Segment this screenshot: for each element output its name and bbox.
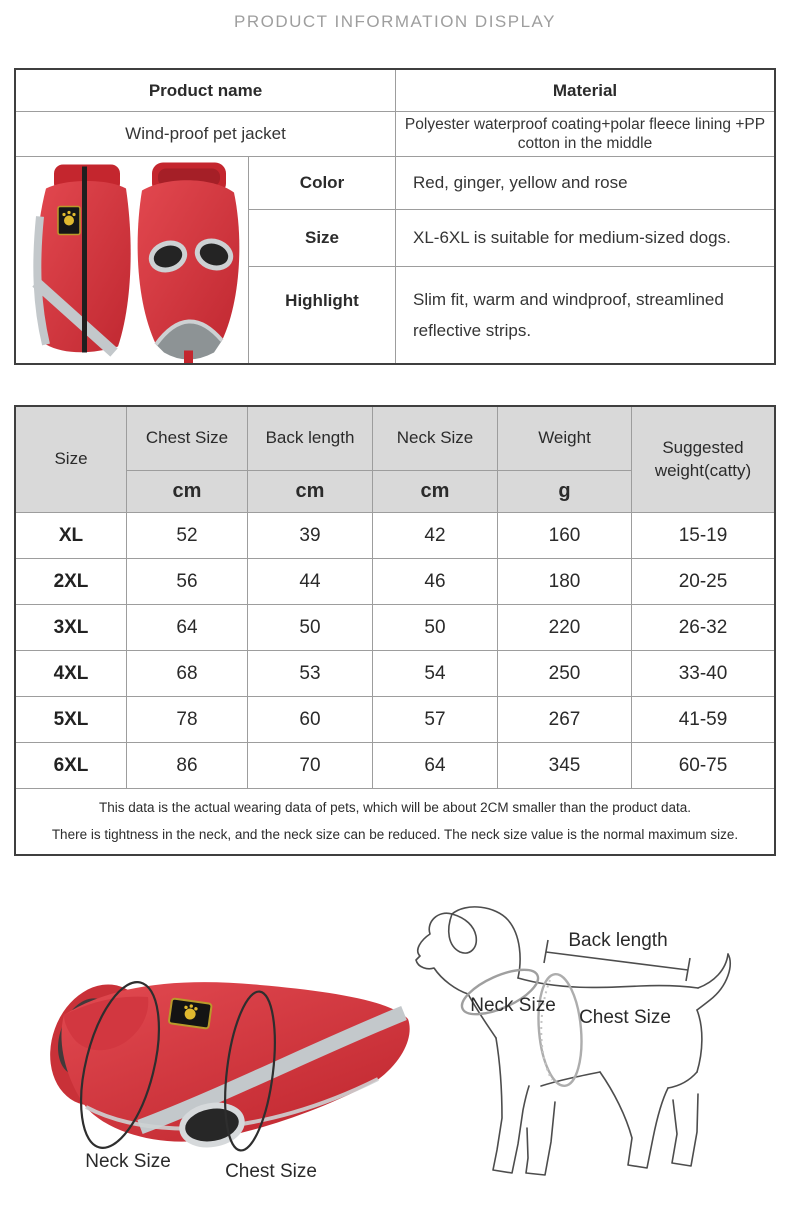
size-note-line-1: This data is the actual wearing data of pets, which will be about 2CM smaller than the product data. <box>98 800 692 816</box>
dog-measure-diagram <box>400 890 790 1217</box>
photo-chest-size-label: Chest Size <box>225 1161 317 1182</box>
photo-neck-size-label: Neck Size <box>85 1151 171 1172</box>
row-5xl-size: 5XL <box>16 697 126 742</box>
row-xl-size: XL <box>16 513 126 558</box>
column-header-size: Size <box>16 407 126 512</box>
size-chart-notes <box>16 789 774 854</box>
row-3xl-size: 3XL <box>16 605 126 650</box>
unit-weight-g: g <box>498 471 631 512</box>
row-4xl-neck: 54 <box>373 651 497 696</box>
row-4xl-weight: 250 <box>498 651 631 696</box>
unit-neck-cm: cm <box>373 471 497 512</box>
row-2xl-chest: 56 <box>127 559 247 604</box>
page-title: PRODUCT INFORMATION DISPLAY <box>234 12 556 31</box>
row-4xl-suggested: 33-40 <box>632 651 774 696</box>
unit-back-cm: cm <box>248 471 372 512</box>
pet-jacket-product-image <box>16 157 248 363</box>
row-3xl-neck: 50 <box>373 605 497 650</box>
row-6xl-back: 70 <box>248 743 372 788</box>
product-name-header: Product name <box>16 70 395 111</box>
dog-neck-size-label: Neck Size <box>470 995 556 1016</box>
size-chart-table <box>14 405 776 856</box>
row-5xl-suggested: 41-59 <box>632 697 774 742</box>
size-value: XL-6XL is suitable for medium-sized dogs. <box>396 210 774 266</box>
row-6xl-neck: 64 <box>373 743 497 788</box>
product-info-table <box>14 68 776 365</box>
column-header-suggested-weight: Suggested weight(catty) <box>632 407 774 512</box>
material-header: Material <box>396 70 774 111</box>
highlight-value: Slim fit, warm and windproof, streamlined reflective strips. <box>396 267 774 363</box>
row-xl-weight: 160 <box>498 513 631 558</box>
material-value: Polyester waterproof coating+polar fleece lining +PP cotton in the middle <box>396 112 774 156</box>
row-5xl-chest: 78 <box>127 697 247 742</box>
row-4xl-size: 4XL <box>16 651 126 696</box>
row-3xl-chest: 64 <box>127 605 247 650</box>
size-label: Size <box>249 210 395 266</box>
row-2xl-suggested: 20-25 <box>632 559 774 604</box>
row-3xl-weight: 220 <box>498 605 631 650</box>
row-xl-chest: 52 <box>127 513 247 558</box>
brand-label-icon <box>58 206 80 234</box>
column-header-back-length: Back length <box>248 407 372 470</box>
row-xl-neck: 42 <box>373 513 497 558</box>
highlight-label: Highlight <box>249 267 395 363</box>
color-label: Color <box>249 157 395 209</box>
column-header-weight: Weight <box>498 407 631 470</box>
row-5xl-weight: 267 <box>498 697 631 742</box>
row-2xl-weight: 180 <box>498 559 631 604</box>
product-image <box>16 157 248 363</box>
row-3xl-back: 50 <box>248 605 372 650</box>
column-header-neck: Neck Size <box>373 407 497 470</box>
row-3xl-suggested: 26-32 <box>632 605 774 650</box>
row-xl-suggested: 15-19 <box>632 513 774 558</box>
row-4xl-chest: 68 <box>127 651 247 696</box>
row-6xl-size: 6XL <box>16 743 126 788</box>
jacket-front-view <box>138 162 240 363</box>
row-4xl-back: 53 <box>248 651 372 696</box>
row-5xl-back: 60 <box>248 697 372 742</box>
product-name-value: Wind-proof pet jacket <box>16 112 395 156</box>
row-xl-back: 39 <box>248 513 372 558</box>
jacket-measure-photo <box>0 915 420 1217</box>
row-2xl-size: 2XL <box>16 559 126 604</box>
color-value: Red, ginger, yellow and rose <box>396 157 774 209</box>
dog-chest-ellipse <box>534 972 586 1087</box>
size-note-line-2: There is tightness in the neck, and the neck size can be reduced. The neck size value is the normal maximum size. <box>51 826 739 842</box>
row-2xl-back: 44 <box>248 559 372 604</box>
brand-label-icon <box>169 998 212 1028</box>
column-header-chest: Chest Size <box>127 407 247 470</box>
row-6xl-weight: 345 <box>498 743 631 788</box>
row-5xl-neck: 57 <box>373 697 497 742</box>
unit-chest-cm: cm <box>127 471 247 512</box>
row-6xl-suggested: 60-75 <box>632 743 774 788</box>
jacket-back-view <box>36 164 131 352</box>
row-2xl-neck: 46 <box>373 559 497 604</box>
dog-chest-size-label: Chest Size <box>579 1007 671 1028</box>
dog-back-length-label: Back length <box>568 930 668 951</box>
row-6xl-chest: 86 <box>127 743 247 788</box>
